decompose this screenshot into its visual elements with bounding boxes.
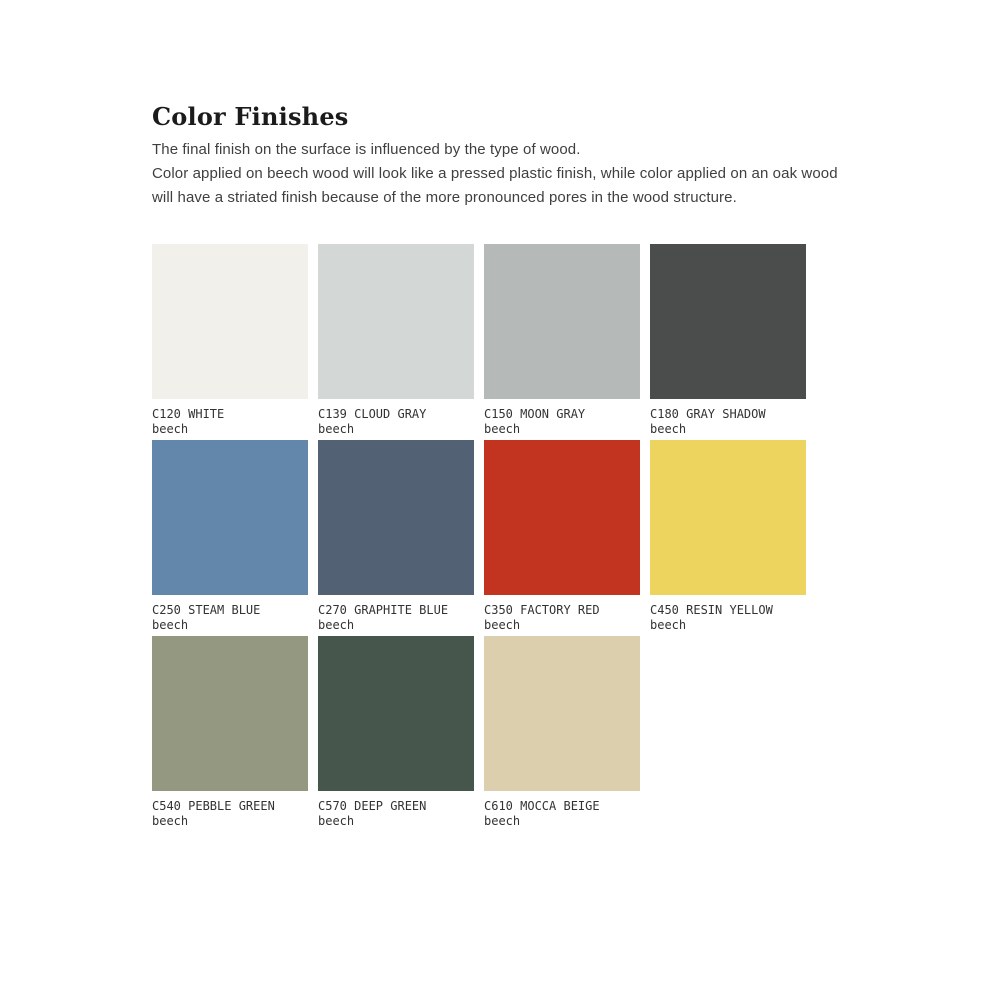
color-swatch-c270 [318,440,474,595]
swatch-card-c139 [318,244,474,437]
swatch-label: C180 GRAY SHADOW [650,407,766,421]
swatch-caption [152,595,308,633]
swatch-caption [650,399,806,437]
swatch-card-c450 [650,440,806,633]
swatch-card-c610 [484,636,640,829]
color-swatch-c450 [650,440,806,595]
swatch-material: beech [318,422,355,436]
color-swatch-c610 [484,636,640,791]
swatch-caption [152,791,308,829]
color-finishes-section [152,103,842,829]
swatch-caption [318,595,474,633]
intro-text [152,138,842,210]
color-swatch-c120 [152,244,308,399]
swatch-card-c150 [484,244,640,437]
swatch-card-c570 [318,636,474,829]
swatch-material: beech [484,814,521,828]
swatch-grid [152,244,806,829]
swatch-label: C120 WHITE [152,407,225,421]
swatch-material: beech [484,422,521,436]
swatch-label: C139 CLOUD GRAY [318,407,427,421]
swatch-card-c270 [318,440,474,633]
swatch-material: beech [484,618,521,632]
color-swatch-c540 [152,636,308,791]
swatch-material: beech [318,814,355,828]
swatch-material: beech [152,814,189,828]
swatch-material: beech [650,618,687,632]
swatch-caption [152,399,308,437]
swatch-label: C570 DEEP GREEN [318,799,427,813]
color-swatch-c139 [318,244,474,399]
swatch-label: C250 STEAM BLUE [152,603,261,617]
swatch-caption [650,595,806,633]
swatch-label: C450 RESIN YELLOW [650,603,773,617]
page-title: Color Finishes [152,102,349,131]
swatch-caption [484,595,640,633]
swatch-label: C270 GRAPHITE BLUE [318,603,449,617]
color-swatch-c180 [650,244,806,399]
swatch-material: beech [650,422,687,436]
color-swatch-c150 [484,244,640,399]
swatch-card-c540 [152,636,308,829]
swatch-material: beech [152,422,189,436]
swatch-material: beech [318,618,355,632]
color-swatch-c250 [152,440,308,595]
swatch-caption [484,399,640,437]
swatch-label: C540 PEBBLE GREEN [152,799,275,813]
swatch-card-c250 [152,440,308,633]
intro-line-1: The final finish on the surface is influenced by the type of wood. [152,141,581,158]
intro-line-2: Color applied on beech wood will look like a pressed plastic finish, while color applied on an oak wood will have a striated finish because of the more pronounced pores in the wood structure. [152,165,838,206]
swatch-label: C150 MOON GRAY [484,407,586,421]
swatch-caption [318,399,474,437]
swatch-card-c120 [152,244,308,437]
swatch-card-c180 [650,244,806,437]
swatch-label: C610 MOCCA BEIGE [484,799,600,813]
swatch-caption [318,791,474,829]
swatch-label: C350 FACTORY RED [484,603,600,617]
swatch-caption [484,791,640,829]
color-swatch-c350 [484,440,640,595]
swatch-card-c350 [484,440,640,633]
swatch-material: beech [152,618,189,632]
color-swatch-c570 [318,636,474,791]
